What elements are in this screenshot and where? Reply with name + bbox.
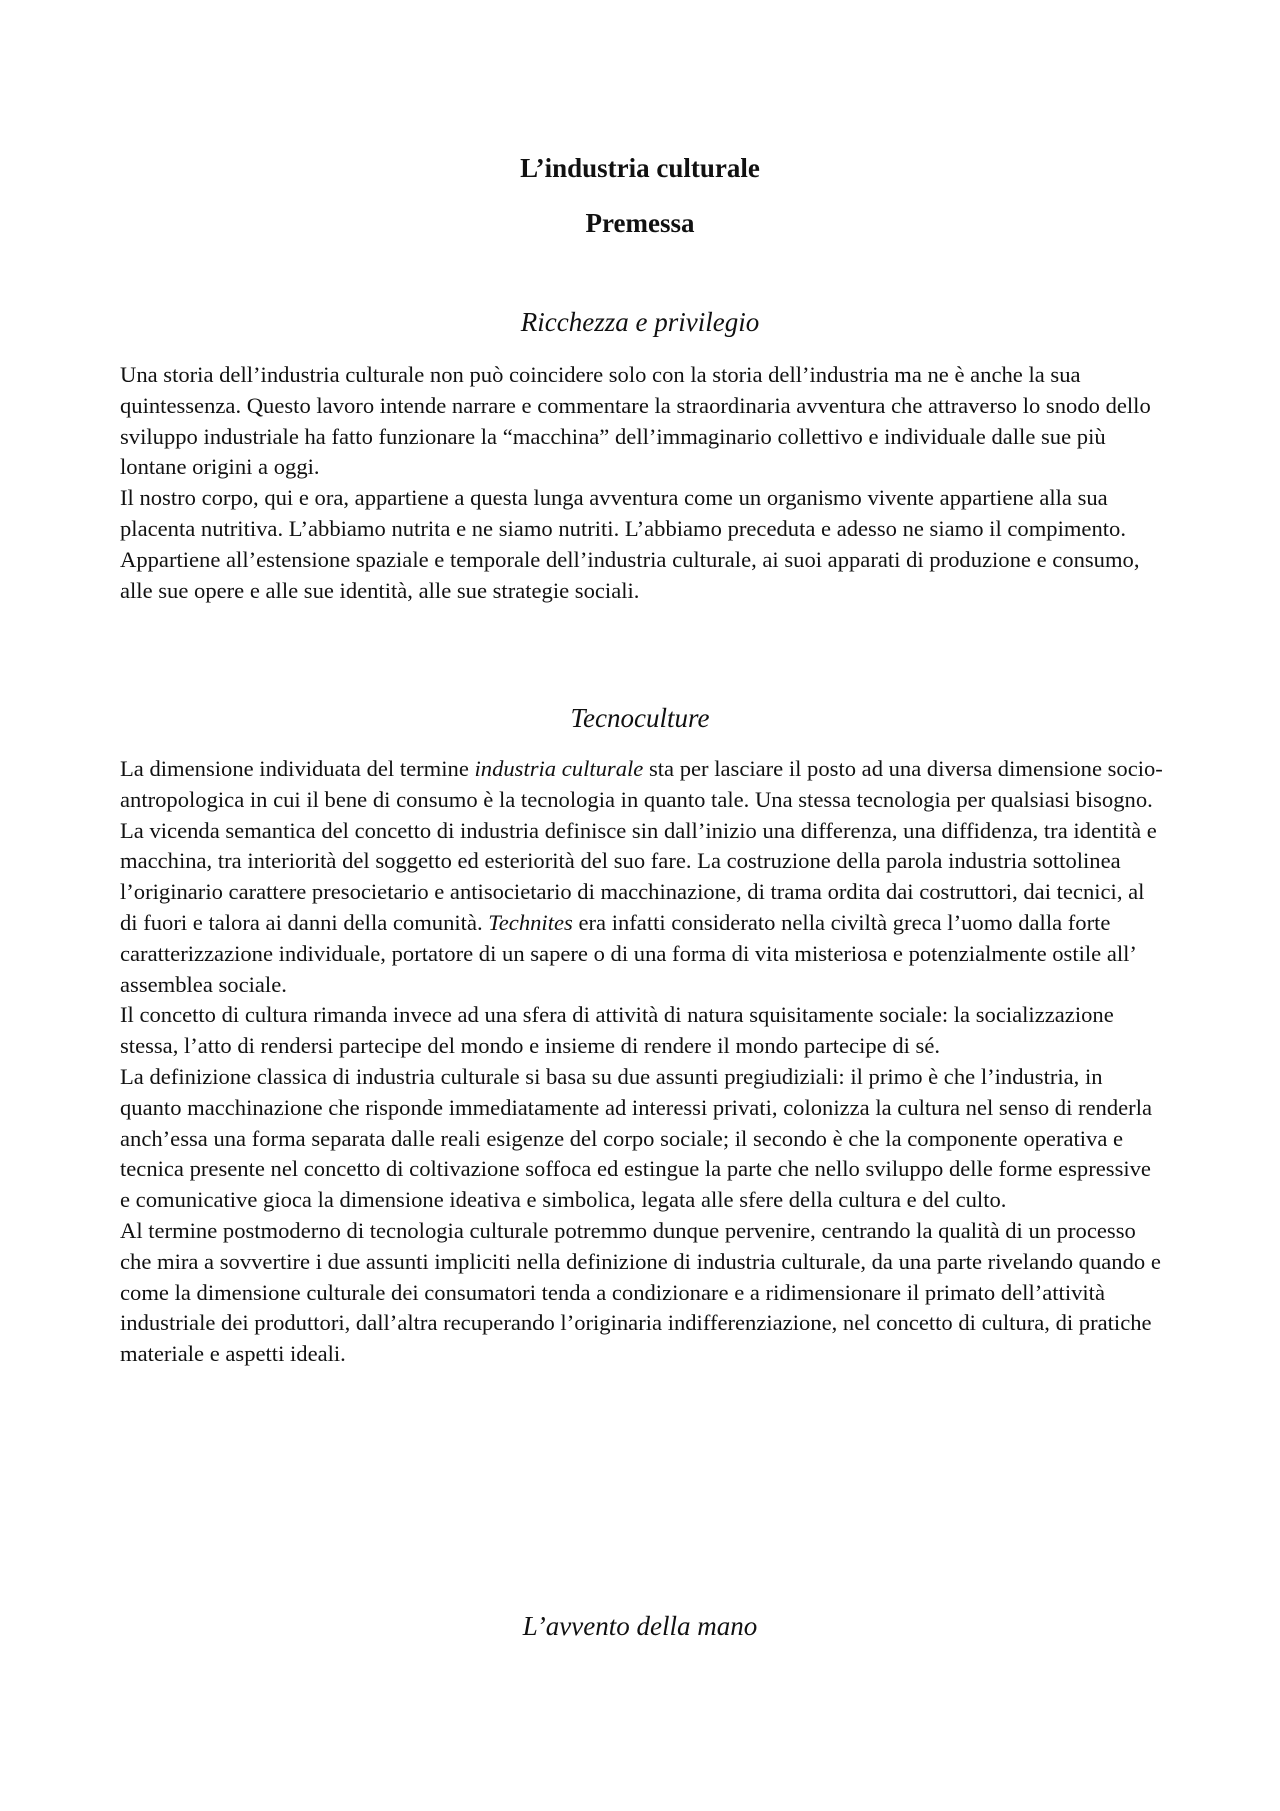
paragraph: Il concetto di cultura rimanda invece ad una sfera di attività di natura squisitamente sociale: la socializzazione stessa, l’atto di rendersi partecipe del mondo e insieme di rendere il mondo partecipe di sé. xyxy=(120,1002,1114,1059)
section-body-ricchezza xyxy=(120,360,1165,606)
document-title: L’industria culturale xyxy=(520,153,760,183)
paragraph: Al termine postmoderno di tecnologia culturale potremmo dunque pervenire, centrando la qualità di un processo che mira a sovvertire i due assunti impliciti nella definizione di industria culturale, da una parte rivelando quando e come la dimensione culturale dei consumatori tenda a condizionare e a ridimensionare il primato dell’attività industriale dei produttori, dall’altra recuperando l’originaria indifferenziazione, nel concetto di cultura, di pratiche materiale e aspetti ideali. xyxy=(120,1217,1161,1367)
emphasis-term: industria culturale xyxy=(474,756,644,781)
paragraph: Una storia dell’industria culturale non può coincidere solo con la storia dell’industria ma ne è anche la sua quintessenza. Questo lavoro intende narrare e commentare la straordinaria avventura che attraverso lo snodo dello sviluppo industriale ha fatto funzionare la “macchina” dell’immaginario collettivo e individuale dalle sue più lontane origini a oggi. xyxy=(120,362,1151,480)
section-body-tecnoculture xyxy=(120,754,1165,1370)
paragraph: La definizione classica di industria culturale si basa su due assunti pregiudiziali: il primo è che l’industria, in quanto macchinazione che risponde immediatamente ad interessi privati, colonizza la cultura nel senso di renderla anch’essa una forma separata dalle reali esigenze del corpo sociale; il secondo è che la componente operativa e tecnica presente nel concetto di coltivazione soffoca ed estingue la parte che nello sviluppo delle forme espressive e comunicative gioca la dimensione ideativa e simbolica, legata alle sfere della cultura e del culto. xyxy=(120,1063,1153,1213)
section-heading-ricchezza: Ricchezza e privilegio xyxy=(520,307,760,337)
section-heading-tecnoculture: Tecnoculture xyxy=(570,703,710,733)
paragraph: La vicenda semantica del concetto di industria definisce sin dall’inizio una differenza, una diffidenza, tra identità e macchina, tra interiorità del soggetto ed esteriorità del suo fare. La costruzione della parola industria sottolinea l’originario carattere presocietario e antisocietario di macchinazione, di trama ordita dai costruttori, dai tecnici, al di fuori e talora ai danni della comunità. Technites era infatti considerato nella civiltà greca l’uomo dalla forte caratterizzazione individuale, portatore di un sapere o di una forma di vita misteriosa e potenzialmente ostile all’ assemblea sociale. xyxy=(120,817,1157,997)
emphasis-term: Technites xyxy=(488,909,573,935)
paragraph: Il nostro corpo, qui e ora, appartiene a questa lunga avventura come un organismo vivente appartiene alla sua placenta nutritiva. L’abbiamo nutrita e ne siamo nutriti. L’abbiamo preceduta e adesso ne siamo il compimento. Appartiene all’estensione spaziale e temporale dell’industria culturale, ai suoi apparati di produzione e consumo, alle sue opere e alle sue identità, alle sue strategie sociali. xyxy=(120,485,1140,603)
document-subtitle: Premessa xyxy=(585,208,695,238)
section-heading-avvento: L’avvento della mano xyxy=(522,1611,758,1641)
paragraph: La dimensione individuata del termine industria culturale sta per lasciare il posto ad una diversa dimensione socio-antropologica in cui il bene di consumo è la tecnologia in quanto tale. Una stessa tecnologia per qualsiasi bisogno. xyxy=(120,756,1163,812)
